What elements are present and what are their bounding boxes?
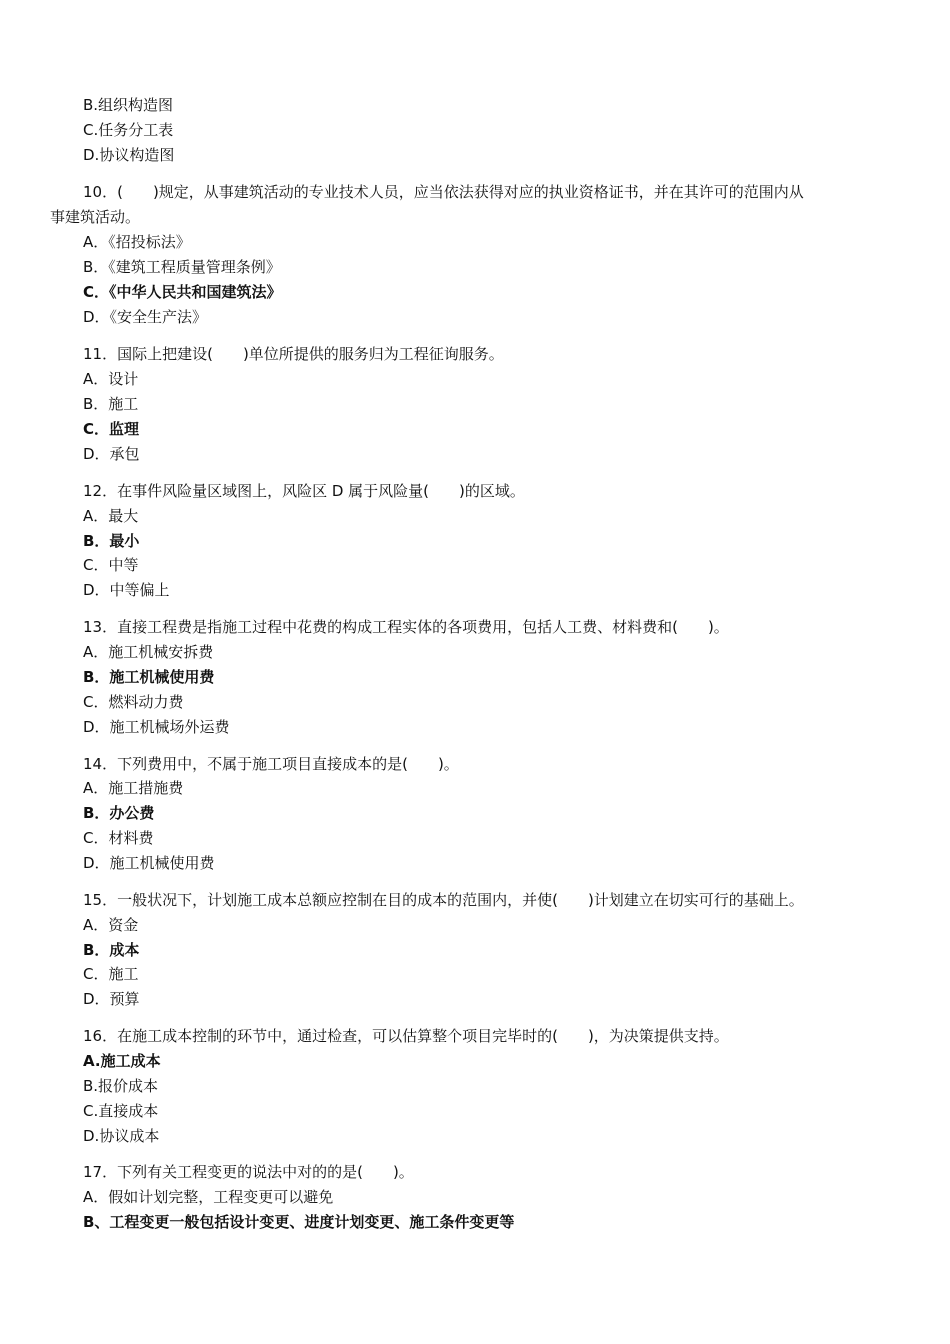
question-15-stem: 15．一般状况下，计划施工成本总额应控制在目的成本的范围内，并使( )计划建立在切实可行的基础上。	[83, 891, 804, 909]
question-12-option-b-answer: B．最小	[83, 532, 140, 550]
question-17-option-b-answer: B、工程变更一般包括设计变更、进度计划变更、施工条件变更等	[83, 1213, 515, 1231]
question-16-option-b: B.报价成本	[83, 1077, 159, 1095]
question-10-stem: 10．( )规定，从事建筑活动的专业技术人员，应当依法获得对应的执业资格证书，并在其许可的范围内从	[83, 183, 804, 201]
question-10-option-d: D．《安全生产法》	[83, 308, 208, 326]
question-12-stem: 12．在事件风险量区域图上，风险区 D 属于风险量( )的区域。	[83, 482, 525, 500]
question-16-option-a-answer: A.施工成本	[83, 1052, 161, 1070]
question-11-option-a: A．设计	[83, 370, 139, 388]
question-11-stem: 11．国际上把建设( )单位所提供的服务归为工程征询服务。	[83, 345, 504, 363]
question-15-option-c: C．施工	[83, 965, 139, 983]
question-14-option-c: C．材料费	[83, 829, 154, 847]
question-16-stem: 16．在施工成本控制的环节中，通过检查，可以估算整个项目完毕时的( )，为决策提供支持。	[83, 1027, 729, 1045]
question-10-option-c-answer: C．《中华人民共和国建筑法》	[83, 283, 282, 301]
question-15-option-d: D．预算	[83, 990, 140, 1008]
question-11-option-b: B．施工	[83, 395, 139, 413]
option-b: B.组织构造图	[83, 96, 174, 114]
question-16-option-d: D.协议成本	[83, 1127, 160, 1145]
question-10-stem-cont: 事建筑活动。	[50, 208, 141, 226]
question-17-stem: 17．下列有关工程变更的说法中对的的是( )。	[83, 1163, 414, 1181]
question-12-option-c: C．中等	[83, 556, 139, 574]
question-14-option-a: A．施工措施费	[83, 779, 184, 797]
option-d: D.协议构造图	[83, 146, 175, 164]
question-10-option-b: B．《建筑工程质量管理条例》	[83, 258, 281, 276]
question-15-option-a: A．资金	[83, 916, 139, 934]
question-13-option-a: A．施工机械安拆费	[83, 643, 214, 661]
question-12-option-d: D．中等偏上	[83, 581, 170, 599]
question-11-option-d: D．承包	[83, 445, 140, 463]
question-14-stem: 14．下列费用中，不属于施工项目直接成本的是( )。	[83, 755, 459, 773]
question-11-option-c-answer: C．监理	[83, 420, 140, 438]
question-14-option-b-answer: B．办公费	[83, 804, 155, 822]
question-14-option-d: D．施工机械使用费	[83, 854, 215, 872]
question-17-option-a: A．假如计划完整，工程变更可以避免	[83, 1188, 334, 1206]
question-13-option-c: C．燃料动力费	[83, 693, 184, 711]
question-10-option-a: A．《招投标法》	[83, 233, 191, 251]
question-13-option-b-answer: B．施工机械使用费	[83, 668, 215, 686]
question-12-option-a: A．最大	[83, 507, 139, 525]
option-c: C.任务分工表	[83, 121, 174, 139]
question-16-option-c: C.直接成本	[83, 1102, 159, 1120]
question-13-option-d: D．施工机械场外运费	[83, 718, 230, 736]
question-15-option-b-answer: B．成本	[83, 941, 140, 959]
question-13-stem: 13．直接工程费是指施工过程中花费的构成工程实体的各项费用，包括人工费、材料费和( )。	[83, 618, 729, 636]
